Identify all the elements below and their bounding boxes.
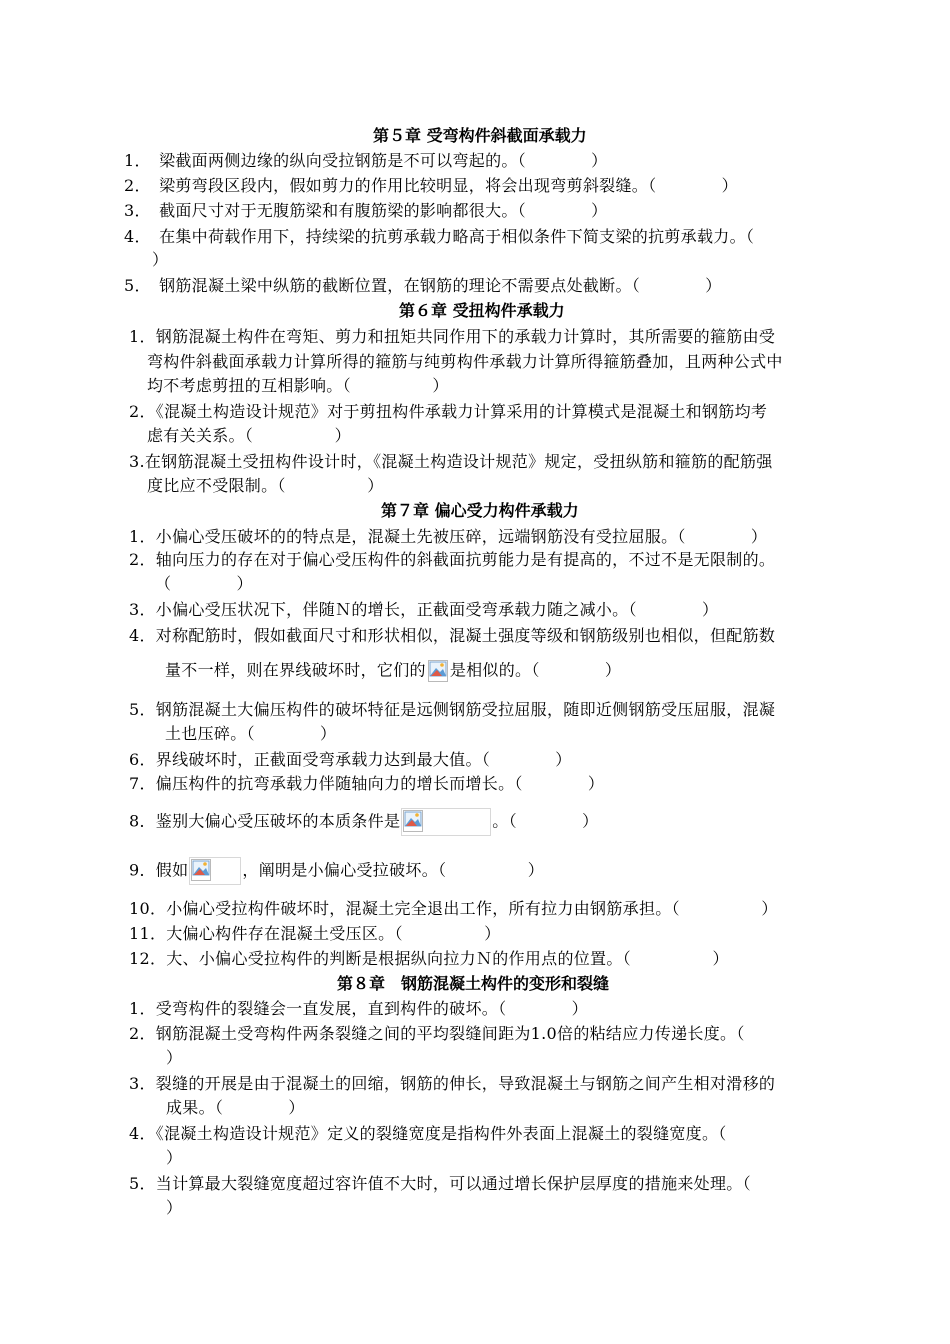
broken-image-icon [189,857,241,885]
ch7-question-9 [129,857,544,885]
ch5-question-1: 1． 梁截面两侧边缘的纵向受拉钢筋是不可以弯起的。（ ） [124,151,608,170]
ch7-q8-text-a: 8．鉴别大偏心受压破坏的本质条件是 [129,811,401,831]
ch6-question-2: 2．《混凝土构造设计规范》对于剪扭构件承载力计算采用的计算模式是混凝土和钢筋均考 [129,402,768,421]
ch8-question-1: 1．受弯构件的裂缝会一直发展，直到构件的破坏。（ ） [129,999,588,1018]
ch7-q8-text-b: 。（ ） [492,811,599,831]
ch5-question-4-cont: ） [152,250,169,269]
ch7-q9-text-b: ，阐明是小偏心受拉破坏。（ ） [242,860,545,880]
ch7-question-2: 2．轴向压力的存在对于偏心受压构件的斜截面抗剪能力是有提高的，不过不是无限制的。 [129,550,776,569]
ch7-question-8 [129,808,598,836]
broken-image-icon [427,659,449,683]
ch7-q4-text-b: 是相似的。（ ） [449,660,622,680]
ch7-question-5: 5．钢筋混凝土大偏压构件的破坏特征是远侧钢筋受拉屈服，随即近侧钢筋受压屈服，混凝 [129,700,776,719]
ch8-question-3: 3．裂缝的开展是由于混凝土的回缩，钢筋的伸长，导致混凝土与钢筋之间产生相对滑移的 [129,1074,776,1093]
ch7-question-2-cont: （ ） [155,574,253,593]
chapter-7-title: 第７章 偏心受力构件承载力 [381,501,579,520]
ch8-question-2: 2．钢筋混凝土受弯构件两条裂缝之间的平均裂缝间距为1.0倍的粘结应力传递长度。（ [129,1024,745,1043]
ch7-question-12: 12．大、小偏心受拉构件的判断是根据纵向拉力Ｎ的作用点的位置。（ ） [129,949,729,968]
chapter-8-title: 第８章 钢筋混凝土构件的变形和裂缝 [337,974,610,993]
ch7-question-7: 7．偏压构件的抗弯承载力伴随轴向力的增长而增长。（ ） [129,774,605,793]
ch7-question-4: 4．对称配筋时，假如截面尺寸和形状相似，混凝土强度等级和钢筋级别也相似，但配筋数 [129,626,776,645]
ch8-question-3-cont: 成果。（ ） [166,1098,305,1117]
ch7-question-11: 11．大偏心构件存在混凝土受压区。（ ） [129,924,501,943]
ch7-question-1: 1．小偏心受压破坏的的特点是，混凝土先被压碎，远端钢筋没有受拉屈服。（ ） [129,527,768,546]
ch6-question-1-cont: 弯构件斜截面承载力计算所得的箍筋与纯剪构件承载力计算所得箍筋叠加，且两种公式中 [147,352,783,371]
broken-image-icon [401,808,491,836]
ch6-question-3: 3.在钢筋混凝土受扭构件设计时，《混凝土构造设计规范》规定，受扭纵筋和箍筋的配筋强 [129,452,773,471]
ch6-question-3-cont: 度比应不受限制。（ ） [147,476,384,495]
ch8-question-2-cont: ） [166,1048,183,1067]
ch8-question-4: 4．《混凝土构造设计规范》定义的裂缝宽度是指构件外表面上混凝土的裂缝宽度。（ [129,1124,727,1143]
chapter-6-title: 第６章 受扭构件承载力 [399,301,565,320]
ch5-question-3: 3． 截面尺寸对于无腹筋梁和有腹筋梁的影响都很大。（ ） [124,201,608,220]
ch7-question-3: 3．小偏心受压状况下，伴随Ｎ的增长，正截面受弯承载力随之减小。（ ） [129,600,719,619]
ch7-q4-text-a: 量不一样，则在界线破坏时，它们的 [165,660,426,680]
ch6-question-2-cont: 虑有关关系。（ ） [147,426,351,445]
chapter-5-title: 第５章 受弯构件斜截面承载力 [373,126,587,145]
ch6-question-1-cont2: 均不考虑剪扭的互相影响。（ ） [147,376,449,395]
ch7-q9-text-a: 9．假如 [129,860,189,880]
ch7-question-6: 6．界线破坏时，正截面受弯承载力达到最大值。（ ） [129,750,572,769]
ch5-question-2: 2． 梁剪弯段区段内，假如剪力的作用比较明显，将会出现弯剪斜裂缝。（ ） [124,176,738,195]
ch5-question-4: 4． 在集中荷载作用下，持续梁的抗剪承载力略高于相似条件下简支梁的抗剪承载力。（ [124,227,755,246]
ch7-question-4-cont [165,659,621,683]
ch5-question-5: 5． 钢筋混凝土梁中纵筋的截断位置，在钢筋的理论不需要点处截断。（ ） [124,276,722,295]
ch8-question-4-cont: ） [166,1148,183,1167]
ch6-question-1: 1．钢筋混凝土构件在弯矩、剪力和扭矩共同作用下的承载力计算时，其所需要的箍筋由受 [129,327,776,346]
ch7-question-5-cont: 土也压碎。（ ） [165,724,337,743]
ch8-question-5-cont: ） [166,1198,183,1217]
ch8-question-5: 5．当计算最大裂缝宽度超过容许值不大时，可以通过增长保护层厚度的措施来处理。（ [129,1174,751,1193]
ch7-question-10: 10．小偏心受拉构件破坏时，混凝土完全退出工作，所有拉力由钢筋承担。（ ） [129,899,778,918]
